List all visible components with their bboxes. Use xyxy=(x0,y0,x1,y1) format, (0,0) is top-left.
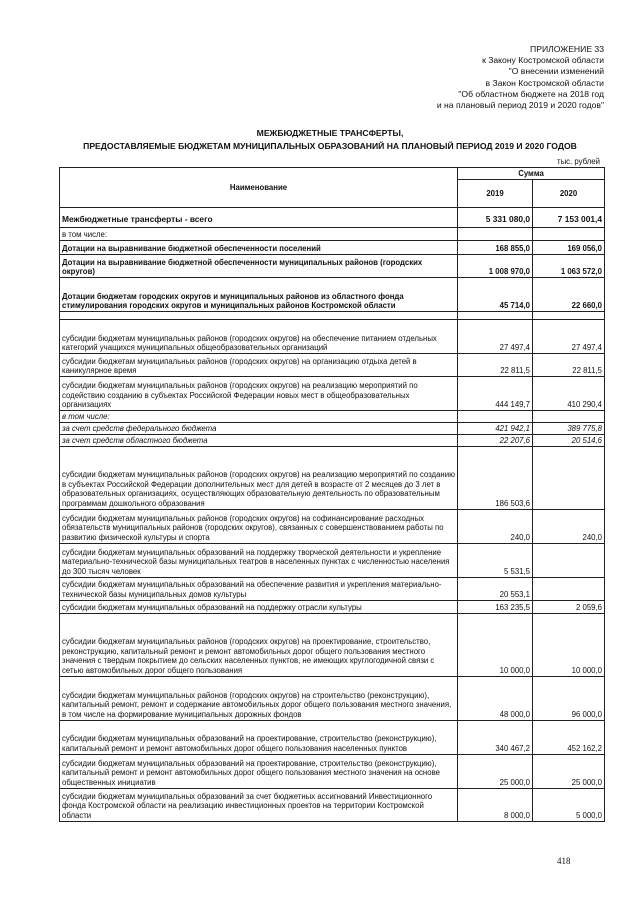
row-value-2019: 421 942,1 xyxy=(458,422,533,434)
row-value-2020: 20 514,6 xyxy=(533,434,605,446)
row-value-2019: 240,0 xyxy=(458,509,533,543)
page-number: 418 xyxy=(557,856,571,866)
row-value-2020: 7 153 001,4 xyxy=(533,208,605,228)
units-label: тыс. рублей xyxy=(557,157,600,166)
appendix-line: к Закону Костромской области xyxy=(482,55,604,66)
appendix-line: ПРИЛОЖЕНИЕ 33 xyxy=(530,44,604,54)
table-body xyxy=(60,208,605,822)
row-name xyxy=(60,312,458,320)
table-row xyxy=(60,754,605,788)
row-value-2020: 25 000,0 xyxy=(533,754,605,788)
row-value-2019: 20 553,1 xyxy=(458,577,533,600)
row-name: субсидии бюджетам муниципальных районов (городских округов) на организацию отдыха детей в каникулярное время xyxy=(60,354,458,377)
document-title: МЕЖБЮДЖЕТНЫЕ ТРАНСФЕРТЫ, xyxy=(256,128,404,138)
row-value-2019: 1 008 970,0 xyxy=(458,255,533,278)
row-value-2019 xyxy=(458,312,533,320)
row-value-2019 xyxy=(458,411,533,423)
row-name: субсидии бюджетам муниципальных районов (городских округов) на реализацию мероприятий по созданию в субъектах Российской Федерации дополнительных мест для детей в возрасте от 2 месяцев до 3 лет в образовательных организациях, осуществляющих образовательную деятельность по образовательным программам дошкольного образования xyxy=(60,446,458,509)
row-value-2019: 340 467,2 xyxy=(458,720,533,754)
row-name: субсидии бюджетам муниципальных образований на обеспечение развития и укрепления материально-технической базы муниципальных домов культуры xyxy=(60,577,458,600)
table-row xyxy=(60,354,605,377)
row-value-2019: 27 497,4 xyxy=(458,320,533,354)
table-row xyxy=(60,411,605,423)
row-value-2019: 444 149,7 xyxy=(458,377,533,411)
table-row xyxy=(60,228,605,241)
table-row xyxy=(60,377,605,411)
row-value-2020 xyxy=(533,312,605,320)
row-value-2020: 389 775,8 xyxy=(533,422,605,434)
row-value-2019: 163 235,5 xyxy=(458,600,533,613)
row-value-2020: 5 000,0 xyxy=(533,788,605,821)
table-row xyxy=(60,422,605,434)
table-row xyxy=(60,446,605,509)
row-value-2019: 8 000,0 xyxy=(458,788,533,821)
table-row xyxy=(60,241,605,255)
table-row xyxy=(60,676,605,720)
row-value-2019: 5 531,5 xyxy=(458,543,533,577)
table-row xyxy=(60,788,605,821)
table-row xyxy=(60,255,605,278)
header-year-2020: 2020 xyxy=(533,179,605,207)
document-subtitle: ПРЕДОСТАВЛЯЕМЫЕ БЮДЖЕТАМ МУНИЦИПАЛЬНЫХ ОБРАЗОВАНИЙ НА ПЛАНОВЫЙ ПЕРИОД 2019 И 2020 ГОДОВ xyxy=(83,141,577,151)
row-value-2020: 240,0 xyxy=(533,509,605,543)
header-name: Наименование xyxy=(60,168,458,208)
row-value-2019: 5 331 080,0 xyxy=(458,208,533,228)
row-value-2020: 27 497,4 xyxy=(533,320,605,354)
row-name: субсидии бюджетам муниципальных районов (городских округов) на реализацию мероприятий по содействию созданию в субъектах Российской Федерации новых мест в общеобразовательных организациях xyxy=(60,377,458,411)
header-sum: Сумма xyxy=(458,168,605,180)
row-value-2019: 45 714,0 xyxy=(458,278,533,312)
header-year-2019: 2019 xyxy=(458,179,533,207)
row-name: за счет средств областного бюджета xyxy=(60,434,458,446)
appendix-line: "О внесении изменений xyxy=(508,66,604,77)
row-name: субсидии бюджетам муниципальных районов (городских округов) на софинансирование расходных обязательств муниципальных районов (городских округов), связанных с совершенствованием работы по развитию физической культуры и спорта xyxy=(60,509,458,543)
row-name: за счет средств федерального бюджета xyxy=(60,422,458,434)
row-value-2020: 10 000,0 xyxy=(533,613,605,676)
table-row xyxy=(60,278,605,312)
table-row xyxy=(60,720,605,754)
table-row xyxy=(60,509,605,543)
row-name: Дотации на выравнивание бюджетной обеспеченности муниципальных районов (городских округов) xyxy=(60,255,458,278)
table-row xyxy=(60,613,605,676)
row-value-2020: 96 000,0 xyxy=(533,676,605,720)
row-value-2020: 1 063 572,0 xyxy=(533,255,605,278)
row-name: субсидии бюджетам муниципальных районов (городских округов) на проектирование, строительство, реконструкцию, капитальный ремонт и ремонт автомобильных дорог общего пользования местного значения с твердым покрытием до сельских населенных пунктов, не имеющих круглогодичной связи с сетью автомобильных дорог общего пользования xyxy=(60,613,458,676)
row-value-2020: 410 290,4 xyxy=(533,377,605,411)
row-value-2019 xyxy=(458,228,533,241)
row-value-2019: 10 000,0 xyxy=(458,613,533,676)
row-name: субсидии бюджетам муниципальных районов (городских округов) на строительство (реконструкцию), капитальный ремонт, ремонт и содержание автомобильных дорог общего пользования местного значения, в том числе на формирование муниципальных дорожных фондов xyxy=(60,676,458,720)
appendix-line: и на плановый период 2019 и 2020 годов" xyxy=(436,100,604,111)
table-row xyxy=(60,543,605,577)
row-value-2019: 22 811,5 xyxy=(458,354,533,377)
transfers-table xyxy=(59,167,605,822)
row-value-2020 xyxy=(533,577,605,600)
row-value-2020 xyxy=(533,543,605,577)
row-name: субсидии бюджетам муниципальных образований на проектирование, строительство (реконструкцию), капитальный ремонт и ремонт автомобильных дорог общего пользования местного значения на основе общественных инициатив xyxy=(60,754,458,788)
row-value-2020 xyxy=(533,446,605,509)
row-value-2020: 452 162,2 xyxy=(533,720,605,754)
row-name: субсидии бюджетам муниципальных районов (городских округов) на обеспечение питанием отдельных категорий учащихся муниципальных общеобразовательных организаций xyxy=(60,320,458,354)
table-row xyxy=(60,312,605,320)
row-name: субсидии бюджетам муниципальных образований на поддержку отрасли культуры xyxy=(60,600,458,613)
table-row xyxy=(60,208,605,228)
row-value-2019: 186 503,6 xyxy=(458,446,533,509)
row-name: субсидии бюджетам муниципальных образований на поддержку творческой деятельности и укрепление материально-технической базы муниципальных театров в населенных пунктах с численностью населения до 300 тысяч человек xyxy=(60,543,458,577)
row-name: Дотации на выравнивание бюджетной обеспеченности поселений xyxy=(60,241,458,255)
row-value-2019: 168 855,0 xyxy=(458,241,533,255)
row-value-2020: 22 660,0 xyxy=(533,278,605,312)
row-value-2019: 22 207,6 xyxy=(458,434,533,446)
appendix-line: "Об областном бюджете на 2018 год xyxy=(458,88,604,99)
row-name: в том числе: xyxy=(60,411,458,423)
table-row xyxy=(60,600,605,613)
row-name: Дотации бюджетам городских округов и муниципальных районов из областного фонда стимулирования городских округов и муниципальных районов Костромской области xyxy=(60,278,458,312)
appendix-header xyxy=(344,44,604,111)
row-value-2019: 25 000,0 xyxy=(458,754,533,788)
row-value-2020: 22 811,5 xyxy=(533,354,605,377)
row-value-2020 xyxy=(533,411,605,423)
table-row xyxy=(60,434,605,446)
appendix-line: в Закон Костромской области xyxy=(485,77,604,88)
row-value-2020 xyxy=(533,228,605,241)
row-value-2020: 169 056,0 xyxy=(533,241,605,255)
row-name: субсидии бюджетам муниципальных образований на проектирование, строительство (реконструкцию), капитальный ремонт и ремонт автомобильных дорог общего пользования населенных пунктов xyxy=(60,720,458,754)
table-row xyxy=(60,320,605,354)
row-name: Межбюджетные трансферты - всего xyxy=(60,208,458,228)
table-row xyxy=(60,577,605,600)
row-name: субсидии бюджетам муниципальных образований за счет бюджетных ассигнований Инвестиционного фонда Костромской области на реализацию инвестиционных проектов на территории Костромской области xyxy=(60,788,458,821)
row-name: в том числе: xyxy=(60,228,458,241)
row-value-2020: 2 059,6 xyxy=(533,600,605,613)
row-value-2019: 48 000,0 xyxy=(458,676,533,720)
